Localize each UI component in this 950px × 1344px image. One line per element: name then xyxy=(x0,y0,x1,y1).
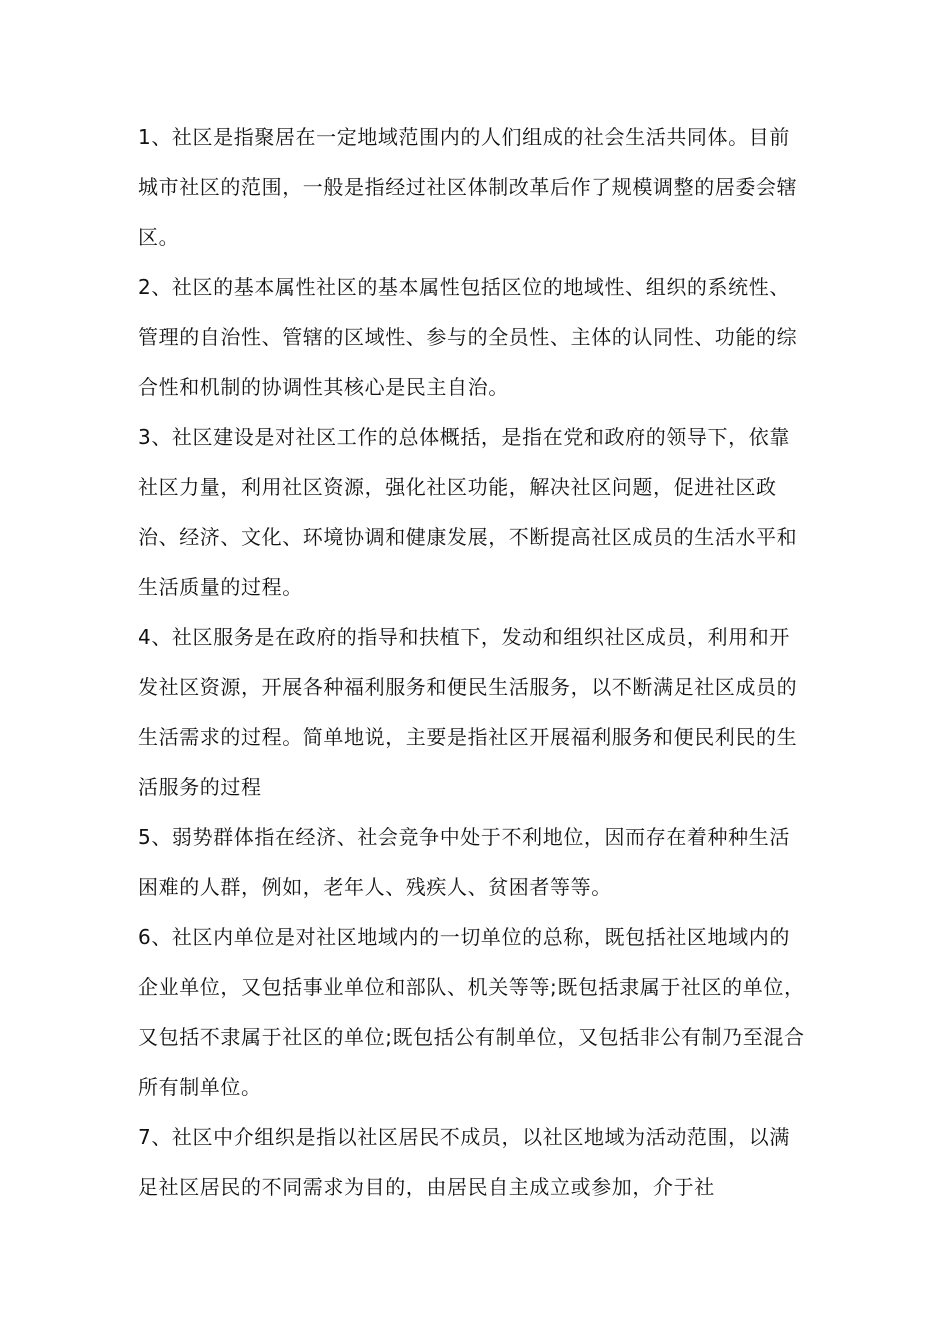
paragraph-5: 5、弱势群体指在经济、社会竞争中处于不利地位，因而存在着种种生活困难的人群，例如，老年人、残疾人、贫困者等等。 xyxy=(138,825,790,899)
paragraph-4: 4、社区服务是在政府的指导和扶植下，发动和组织社区成员，利用和开发社区资源，开展各种福利服务和便民生活服务，以不断满足社区成员的生活需求的过程。简单地说，主要是指社区开展福利服务和便民利民的生活服务的过程 xyxy=(138,625,798,799)
paragraph-1: 1、社区是指聚居在一定地域范围内的人们组成的社会生活共同体。目前城市社区的范围，一般是指经过社区体制改革后作了规模调整的居委会辖区。 xyxy=(138,125,798,249)
paragraph-7: 7、社区中介组织是指以社区居民不成员，以社区地域为活动范围，以满足社区居民的不同需求为目的，由居民自主成立或参加，介于社 xyxy=(138,1125,790,1199)
document-page xyxy=(138,112,810,1212)
paragraph-2: 2、社区的基本属性社区的基本属性包括区位的地域性、组织的系统性、管理的自治性、管辖的区域性、参与的全员性、主体的认同性、功能的综合性和机制的协调性其核心是民主自治。 xyxy=(138,275,798,399)
paragraph-3: 3、社区建设是对社区工作的总体概括，是指在党和政府的领导下，依靠社区力量，利用社区资源，强化社区功能，解决社区问题，促进社区政治、经济、文化、环境协调和健康发展，不断提高社区成员的生活水平和生活质量的过程。 xyxy=(138,425,798,599)
paragraph-6: 6、社区内单位是对社区地域内的一切单位的总称，既包括社区地域内的企业单位，又包括事业单位和部队、机关等等;既包括隶属于社区的单位，又包括不隶属于社区的单位;既包括公有制单位，又包括非公有制乃至混合所有制单位。 xyxy=(138,925,805,1099)
